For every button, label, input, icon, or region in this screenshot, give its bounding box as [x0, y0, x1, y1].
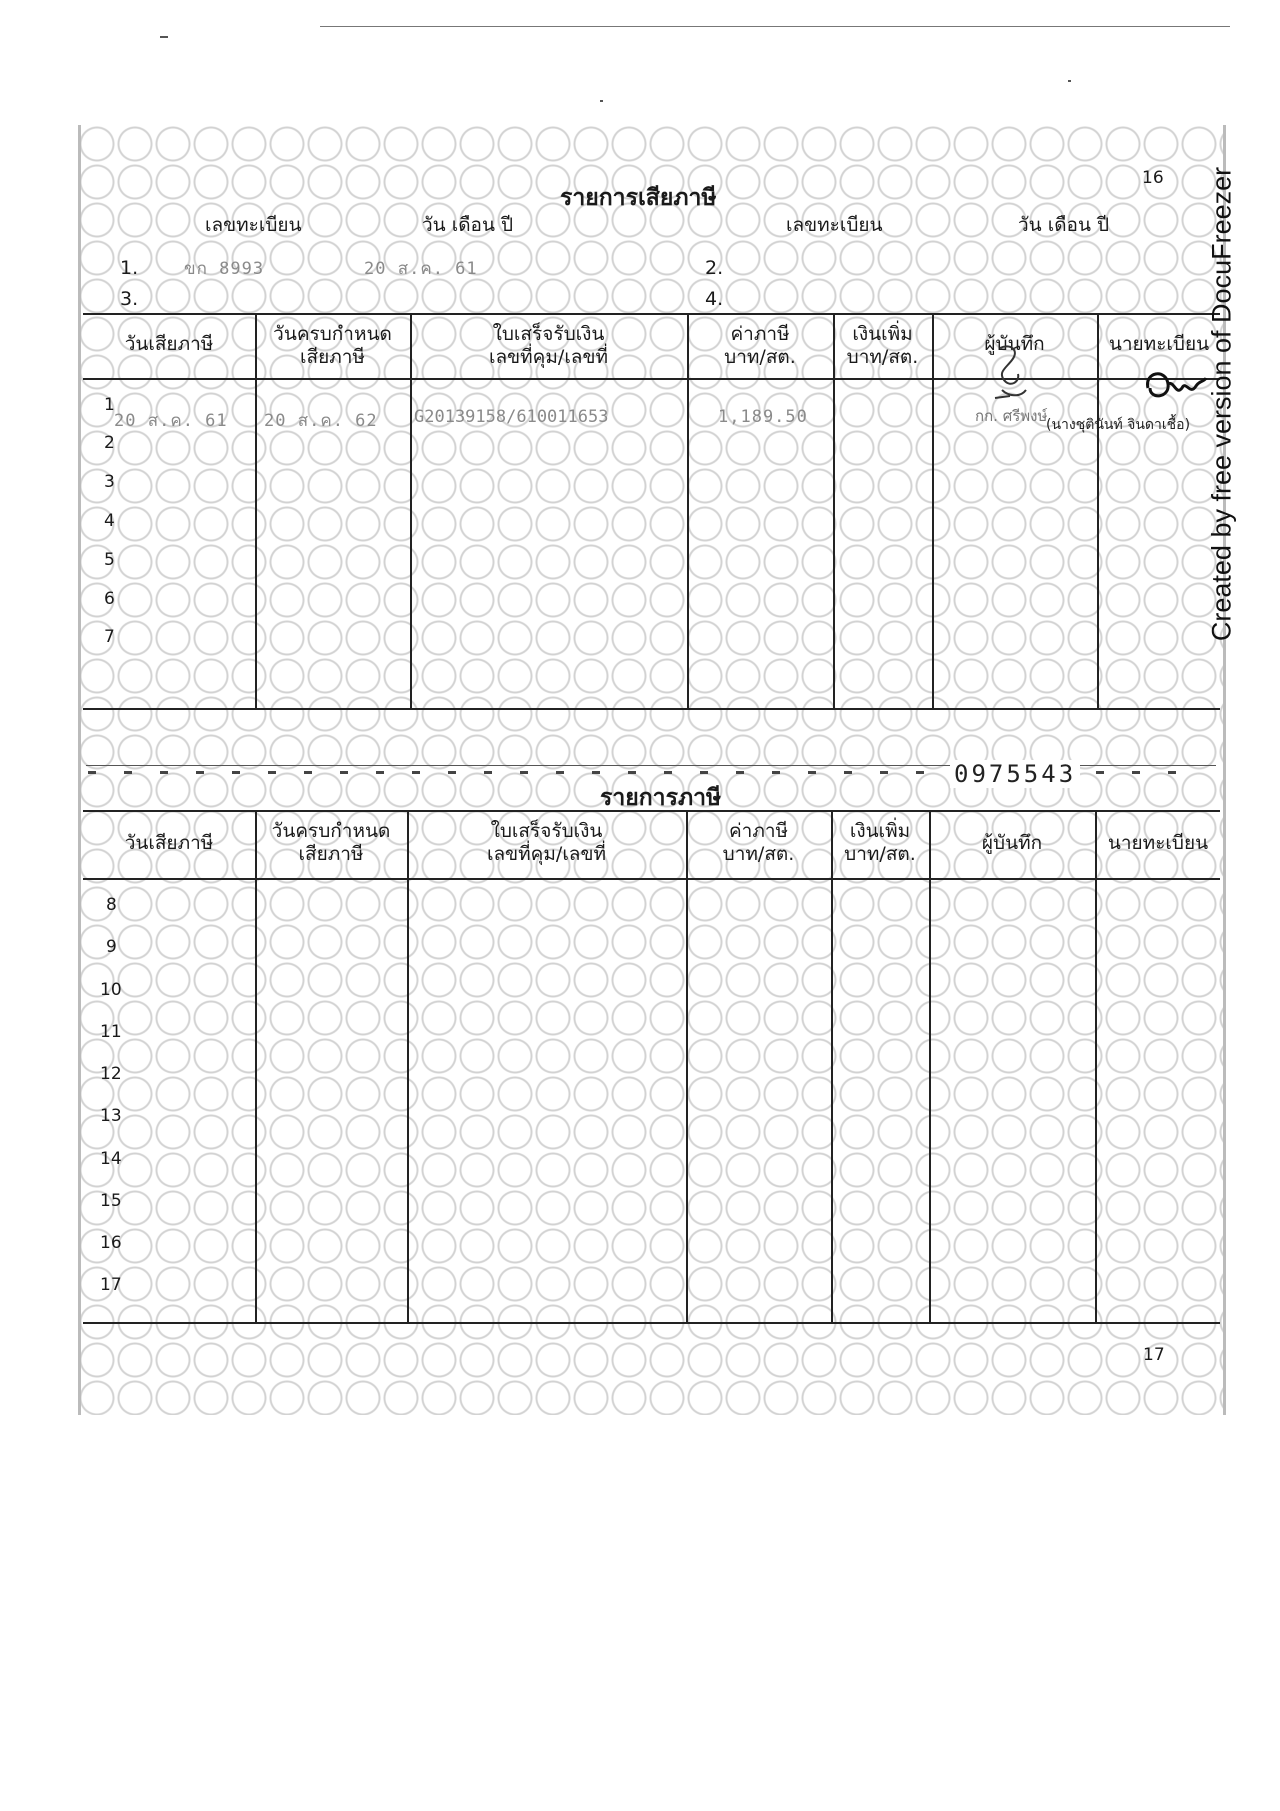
- docufreezer-watermark: Created by free version of DocuFreezer: [1206, 166, 1237, 642]
- registration-plate: ขก 8993: [184, 259, 265, 279]
- entry-due-date: 20 ส.ค. 62: [264, 411, 378, 431]
- entry-registrar: (นางชุตินันท์ จินดาเชื้อ): [1046, 417, 1191, 433]
- row-number: 9: [106, 937, 117, 957]
- date-header-right: วัน เดือน ปี: [1018, 214, 1110, 236]
- entry-recorder: กก. ศรีพงษ์: [975, 407, 1048, 425]
- table1-col-divider: [1097, 313, 1099, 710]
- row-number: 8: [106, 895, 117, 915]
- registration-date: 20 ส.ค. 61: [364, 259, 478, 279]
- row-number: 6: [104, 589, 115, 609]
- t1-header-receipt: ใบเสร็จรับเงิน เลขที่คุม/เลขที่: [489, 323, 608, 368]
- table2-col-divider: [929, 810, 931, 1324]
- table1-col-divider: [410, 313, 412, 710]
- serial-number: 0975543: [950, 760, 1080, 788]
- row-number: 16: [100, 1233, 122, 1253]
- t1-header-recorder: ผู้บันทึก: [984, 333, 1045, 355]
- table2-col-divider: [1095, 810, 1097, 1324]
- reg-header-right: เลขทะเบียน: [786, 214, 883, 236]
- table1-col-divider: [932, 313, 934, 710]
- row-number: 7: [104, 627, 115, 647]
- t2-header-tax-amount: ค่าภาษี บาท/สต.: [722, 820, 795, 865]
- row-number: 15: [100, 1191, 122, 1211]
- table1-top-border: [83, 313, 1220, 315]
- registration-number: 1.: [120, 257, 139, 279]
- table1-col-divider: [255, 313, 257, 710]
- table2-col-divider: [686, 810, 688, 1324]
- t2-header-recorder: ผู้บันทึก: [981, 832, 1043, 854]
- scan-speck: [600, 100, 603, 102]
- entry-tax-amount: 1,189.50: [718, 407, 808, 427]
- table2-col-divider: [407, 810, 409, 1324]
- t2-header-tax-date: วันเสียภาษี: [124, 832, 214, 854]
- t1-header-tax-amount: ค่าภาษี บาท/สต.: [724, 323, 796, 368]
- t1-header-surcharge: เงินเพิ่ม บาท/สต.: [846, 323, 919, 368]
- section1-title: รายการเสียภาษี: [560, 185, 717, 211]
- page-left-edge: [78, 125, 81, 1415]
- row-number: 10: [100, 980, 122, 1000]
- date-header-left: วัน เดือน ปี: [422, 214, 514, 236]
- registration-number: 4.: [705, 288, 724, 310]
- table2-header-border: [83, 878, 1220, 880]
- section1-page-number: 16: [1142, 168, 1164, 188]
- row-number: 14: [100, 1149, 122, 1169]
- scan-top-line: [320, 26, 1230, 27]
- t1-header-tax-date: วันเสียภาษี: [124, 333, 214, 355]
- row-number: 5: [104, 550, 115, 570]
- t2-header-registrar: นายทะเบียน: [1107, 832, 1209, 854]
- table1-col-divider: [833, 313, 835, 710]
- row-number: 2: [104, 433, 115, 453]
- entry-tax-date: 20 ส.ค. 61: [114, 411, 228, 431]
- t1-header-registrar: นายทะเบียน: [1108, 333, 1210, 355]
- t2-header-receipt: ใบเสร็จรับเงิน เลขที่คุม/เลขที่: [487, 820, 606, 865]
- t2-header-surcharge: เงินเพิ่ม บาท/สต.: [844, 820, 916, 865]
- scan-speck: [1068, 80, 1071, 82]
- row-number: 13: [100, 1106, 122, 1126]
- t2-header-due-date: วันครบกำหนด เสียภาษี: [271, 820, 391, 865]
- table2-top-border: [83, 810, 1220, 812]
- table2-bottom-border: [83, 1322, 1220, 1324]
- entry-receipt-number: G20139158/610011653: [414, 407, 609, 427]
- reg-header-left: เลขทะเบียน: [205, 214, 302, 236]
- registrar-signature: [1140, 366, 1210, 414]
- table2-col-divider: [831, 810, 833, 1324]
- table1-col-divider: [687, 313, 689, 710]
- recorder-signature: [980, 338, 1050, 408]
- section2-title: รายการภาษี: [600, 785, 722, 811]
- scan-speck: [160, 36, 168, 38]
- row-number: 12: [100, 1064, 122, 1084]
- row-number: 11: [100, 1022, 122, 1042]
- row-number: 17: [100, 1275, 122, 1295]
- registration-number: 2.: [705, 257, 724, 279]
- section2-page-number: 17: [1143, 1345, 1165, 1365]
- registration-number: 3.: [120, 288, 139, 310]
- t1-header-due-date: วันครบกำหนด เสียภาษี: [273, 323, 392, 368]
- table1-bottom-border: [83, 708, 1220, 710]
- row-number: 4: [104, 511, 115, 531]
- row-number: 3: [104, 472, 115, 492]
- table2-col-divider: [255, 810, 257, 1324]
- row-number: 1: [104, 395, 115, 415]
